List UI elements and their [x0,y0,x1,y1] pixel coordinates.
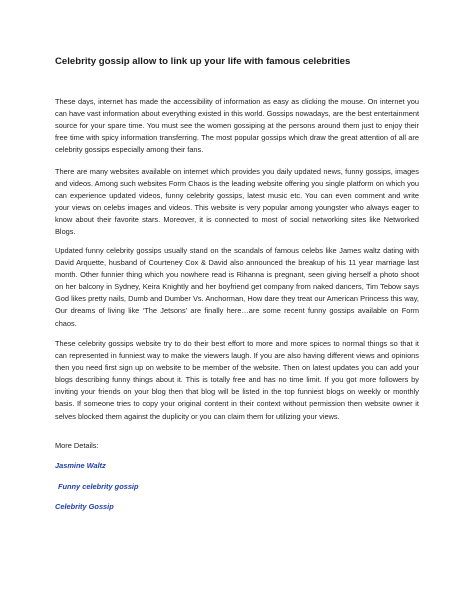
more-details-label: More Details: [55,441,99,450]
paragraph-membership: These celebrity gossips website try to do their best effort to more and more spices to normal things so that it can represented in funniest way to make the viewers laugh. If you are also having different views and opinions then you need first sign up on website to be member of the website. Then on latest updates you can add your blogs describing funny things about it. This is totally free and has no time limit. If you got more followers by inviting your friends on your blog then that blog will be listed in the top funniest blogs on weekly or monthly basis. If someone tries to copy your original content in their context without permission then website owner it selves blocked them against the duplicity or you can claim them for utilizing your views. [55,339,419,421]
link-celebrity-gossip[interactable]: Celebrity Gossip [55,502,114,511]
link-funny-celebrity-gossip[interactable]: Funny celebrity gossip [58,482,139,491]
paragraph-intro: These days, internet has made the accessibility of information as easy as clicking the mouse. On internet you can have vast information about everything existed in this world. Gossips nowadays, are the best entertainment source for your spare time. You must see the women gossiping at the persons around them just to enjoy their free time with spicy information transferring. The most popular gossips which draw the great attention of all are celebrity gossips especially among their fans. [55,97,419,155]
link-jasmine-waltz[interactable]: Jasmine Waltz [55,461,106,470]
paragraph-scandals: Updated funny celebrity gossips usually stand on the scandals of famous celebs like James waltz dating with David Arquette, husband of Courteney Cox & David also announced the breakup of his 11 year marriage last month. Other funnier thing which you nowhere read is Rihanna is pregnant, seen giving herself a photo shoot on her balcony in Sydney, Keira Knightly and her boyfriend get company from naked dancers, Tim Tebow says God likes pretty nails, Dumb and Dumber Vs. Anchorman, How dare they treat our American Princess this way, Our dreams of living like ‘The Jetsons’ are finally here…are some recent funny gossips available on Form chaos. [55,246,419,328]
document-title: Celebrity gossip allow to link up your life with famous celebrities [55,56,351,67]
paragraph-websites: There are many websites available on internet which provides you daily updated news, funny gossips, images and videos. Among such websites Form Chaos is the leading website offering you single platform on which you can experience updated videos, funny celebrity gossips, latest music etc. You can even comment and write your views on celebs images and videos. This website is very popular among youngster who always eager to know about their favorite stars. Moreover, it is connected to most of social networking sites like Networked Blogs. [55,167,419,237]
